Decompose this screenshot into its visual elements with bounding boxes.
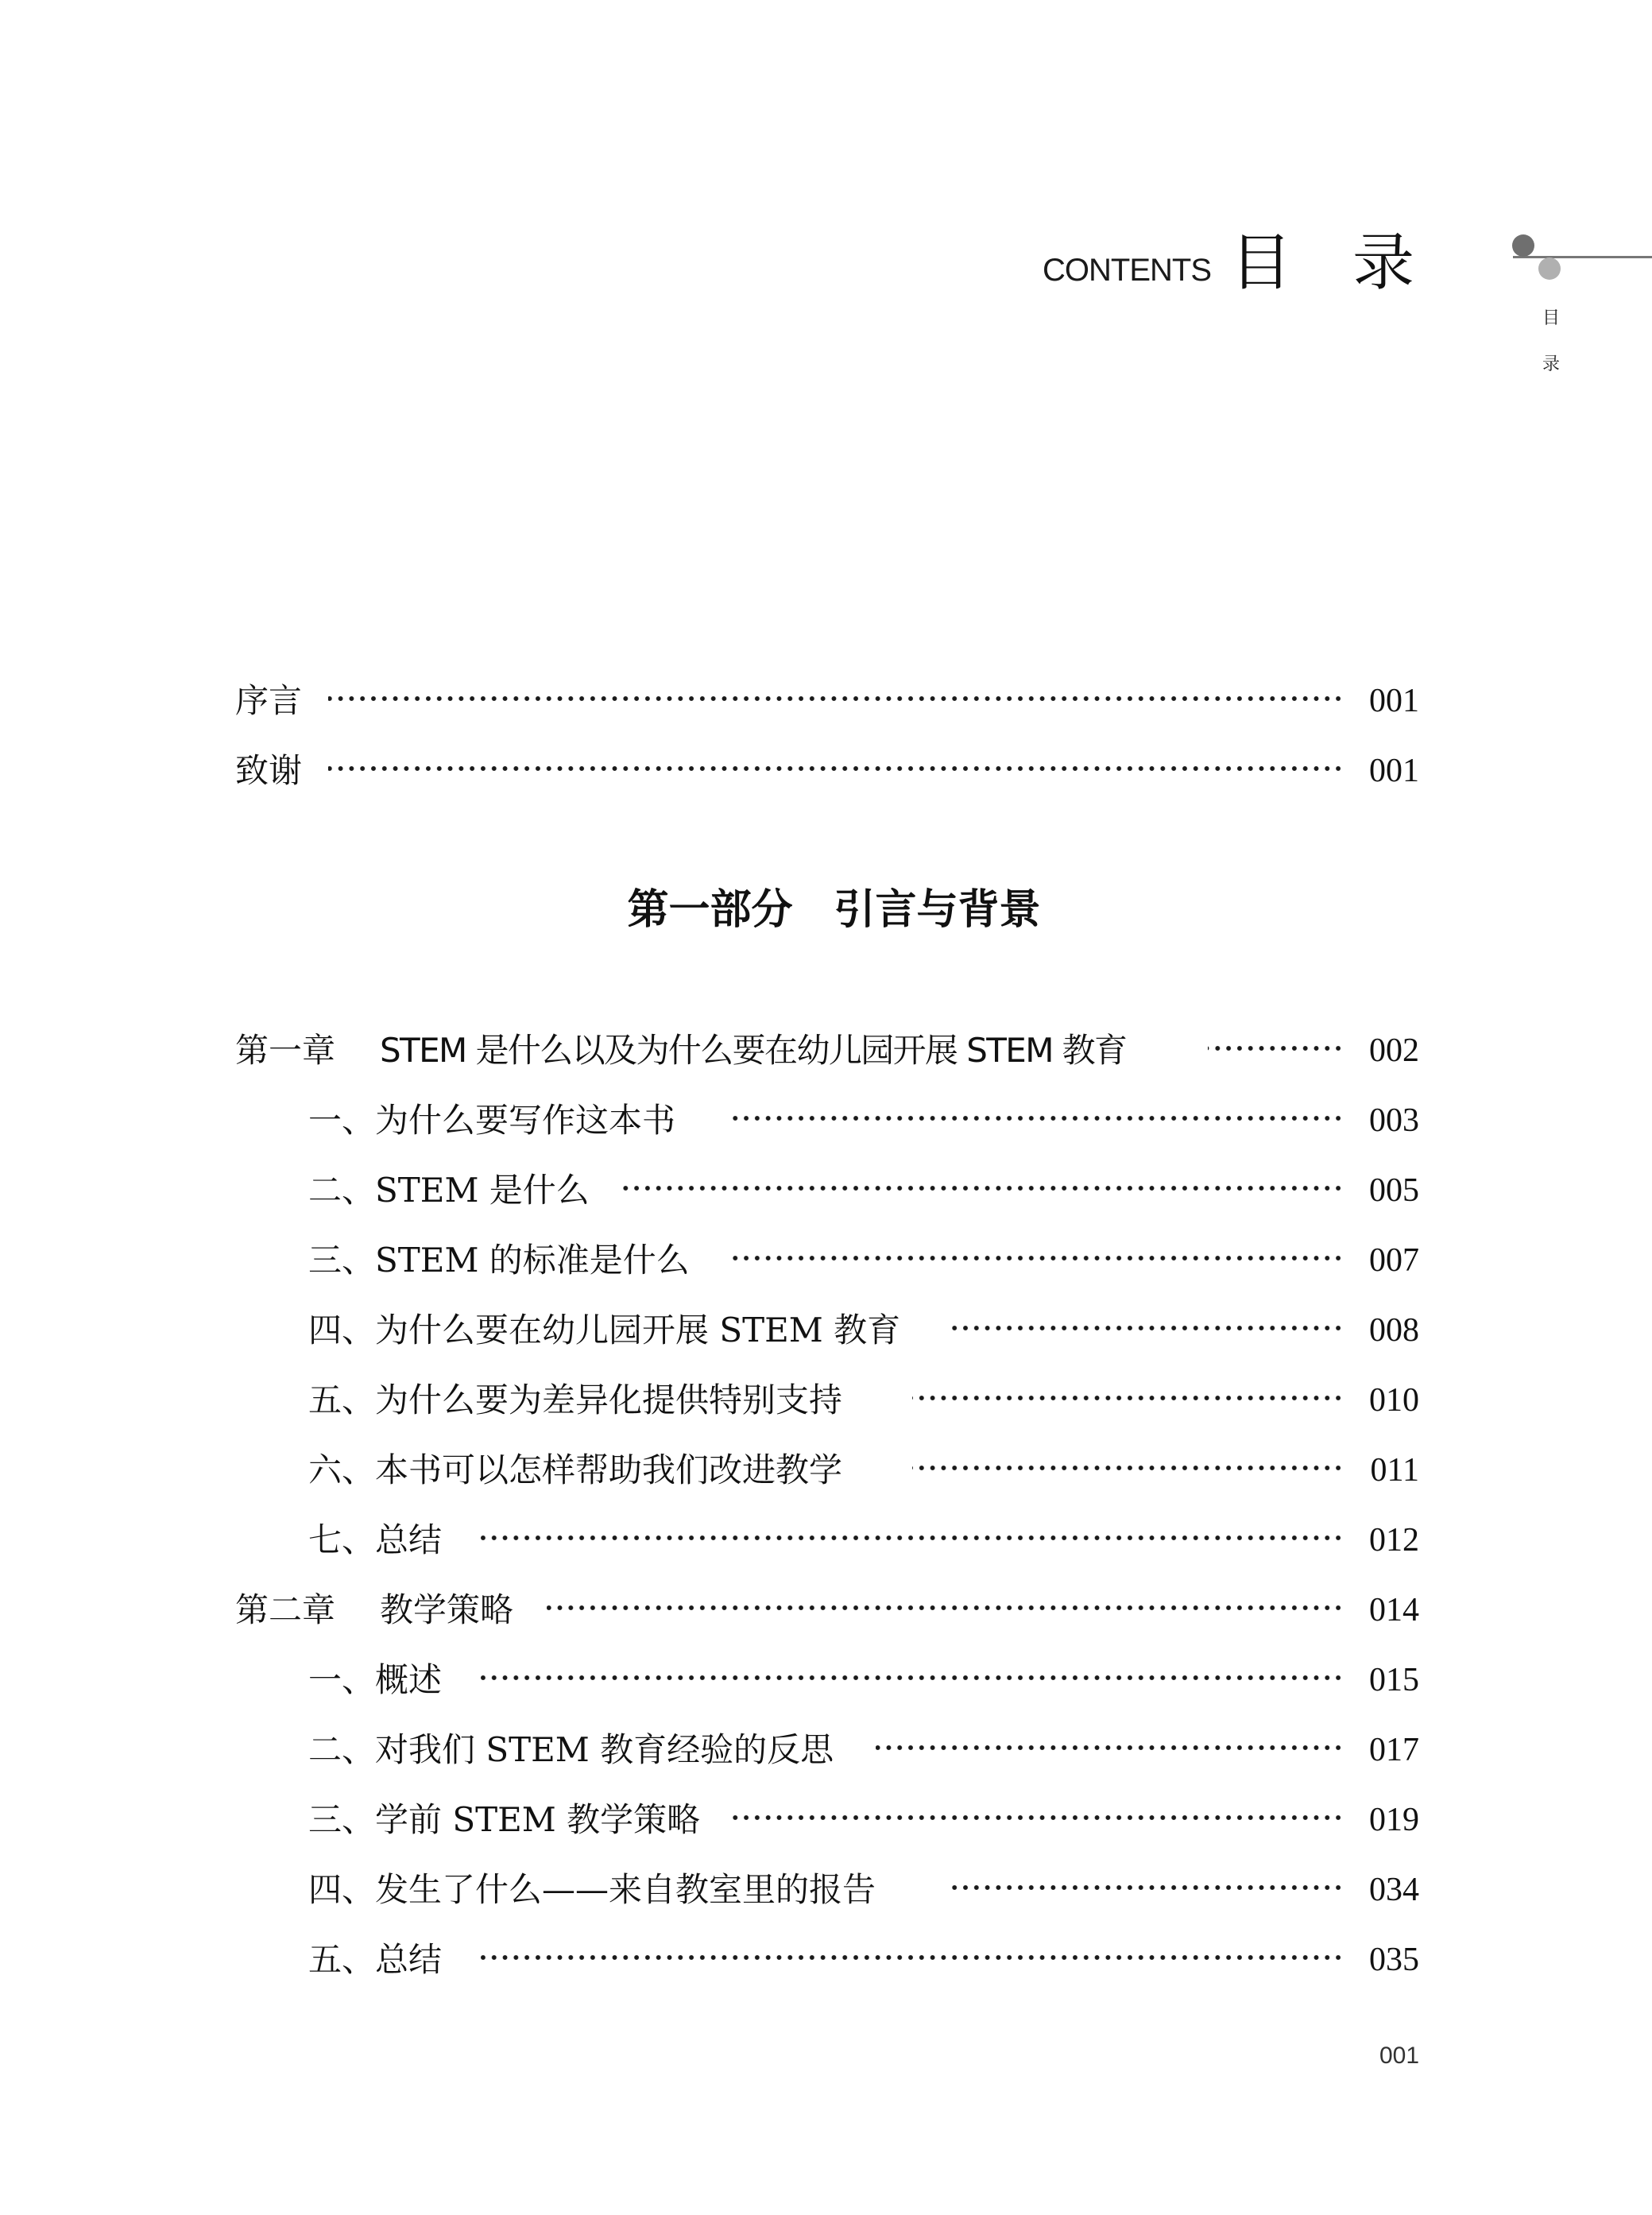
side-tab-char: 录 — [1542, 354, 1560, 374]
toc-section[interactable] — [0, 1796, 1652, 1844]
toc-entry-page: 011 — [1370, 1452, 1419, 1489]
side-tab-label — [1542, 296, 1561, 388]
toc-section[interactable] — [0, 1866, 1652, 1914]
toc-entry-page: 001 — [1369, 753, 1419, 789]
side-tab-char: 目 — [1542, 308, 1560, 328]
toc-section[interactable] — [0, 1097, 1652, 1144]
toc-section[interactable] — [0, 1307, 1652, 1354]
section-title: 三、STEM 的标准是什么 — [308, 1241, 690, 1280]
decorative-rule — [1513, 256, 1652, 258]
decorative-dot-light — [1538, 258, 1561, 280]
part-heading: 第一部分 引言与背景 — [627, 885, 1041, 934]
page-number: 001 — [1379, 2043, 1420, 2069]
toc-leader-dots — [912, 1464, 1344, 1472]
section-title: 一、为什么要写作这本书 — [308, 1101, 676, 1140]
toc-entry-preface[interactable] — [0, 677, 1652, 725]
toc-leader-dots — [729, 1114, 1344, 1122]
toc-leader-dots — [328, 695, 1344, 703]
toc-section[interactable] — [0, 1377, 1652, 1424]
toc-entry-page: 005 — [1369, 1172, 1419, 1209]
page-title: 目录 — [1230, 227, 1476, 299]
section-title: 一、概述 — [308, 1660, 443, 1699]
section-title: 二、对我们 STEM 教育经验的反思 — [308, 1730, 834, 1769]
toc-section[interactable] — [0, 1446, 1652, 1494]
toc-section[interactable] — [0, 1936, 1652, 1984]
chapter-label: 第一章 — [235, 1031, 336, 1070]
toc-entry-page: 035 — [1369, 1942, 1419, 1978]
toc-entry-page: 010 — [1369, 1382, 1419, 1419]
toc-entry-page: 012 — [1369, 1522, 1419, 1559]
toc-section[interactable] — [0, 1237, 1652, 1284]
toc-leader-dots — [475, 1674, 1344, 1682]
section-title: 六、本书可以怎样帮助我们改进教学 — [308, 1450, 843, 1489]
chapter-title: STEM 是什么以及为什么要在幼儿园开展 STEM 教育 — [380, 1031, 1127, 1070]
toc-entry-title: 序言 — [235, 681, 303, 720]
section-title: 四、发生了什么——来自教室里的报告 — [308, 1870, 876, 1909]
toc-chapter-2[interactable] — [0, 1586, 1652, 1634]
toc-entry-page: 001 — [1369, 683, 1419, 719]
section-title: 五、总结 — [308, 1940, 443, 1979]
toc-leader-dots — [729, 1254, 1344, 1262]
chapter-label: 第二章 — [235, 1590, 336, 1629]
toc-leader-dots — [475, 1534, 1344, 1542]
toc-entry-page: 008 — [1369, 1312, 1419, 1349]
section-title: 三、学前 STEM 教学策略 — [308, 1800, 701, 1839]
contents-label: CONTENTS — [1043, 253, 1211, 288]
toc-entry-page: 019 — [1369, 1802, 1419, 1838]
toc-entry-page: 017 — [1369, 1732, 1419, 1768]
toc-leader-dots — [950, 1324, 1344, 1332]
toc-entry-page: 007 — [1369, 1242, 1419, 1279]
toc-leader-dots — [547, 1604, 1344, 1612]
toc-entry-page: 014 — [1369, 1592, 1419, 1628]
section-title: 四、为什么要在幼儿园开展 STEM 教育 — [308, 1311, 901, 1350]
toc-leader-dots — [620, 1184, 1344, 1192]
toc-entry-acknowledgements[interactable] — [0, 747, 1652, 795]
toc-leader-dots — [729, 1814, 1344, 1822]
toc-section[interactable] — [0, 1516, 1652, 1564]
section-title: 五、为什么要为差异化提供特别支持 — [308, 1381, 843, 1419]
toc-leader-dots — [912, 1394, 1344, 1402]
toc-leader-dots — [475, 1954, 1344, 1961]
toc-section[interactable] — [0, 1167, 1652, 1214]
toc-entry-page: 015 — [1369, 1662, 1419, 1698]
toc-entry-page: 034 — [1369, 1872, 1419, 1908]
toc-leader-dots — [876, 1744, 1344, 1752]
toc-leader-dots — [949, 1884, 1344, 1892]
toc-entry-page: 002 — [1369, 1032, 1419, 1069]
toc-entry-page: 003 — [1369, 1102, 1419, 1139]
toc-leader-dots — [1208, 1044, 1344, 1052]
toc-leader-dots — [328, 765, 1344, 773]
decorative-dot-dark — [1512, 234, 1534, 257]
section-title: 七、总结 — [308, 1520, 443, 1559]
toc-section[interactable] — [0, 1726, 1652, 1774]
toc-section[interactable] — [0, 1656, 1652, 1704]
chapter-title: 教学策略 — [380, 1590, 514, 1629]
toc-entry-title: 致谢 — [235, 751, 303, 790]
toc-chapter-1[interactable] — [0, 1027, 1652, 1075]
section-title: 二、STEM 是什么 — [308, 1171, 590, 1210]
